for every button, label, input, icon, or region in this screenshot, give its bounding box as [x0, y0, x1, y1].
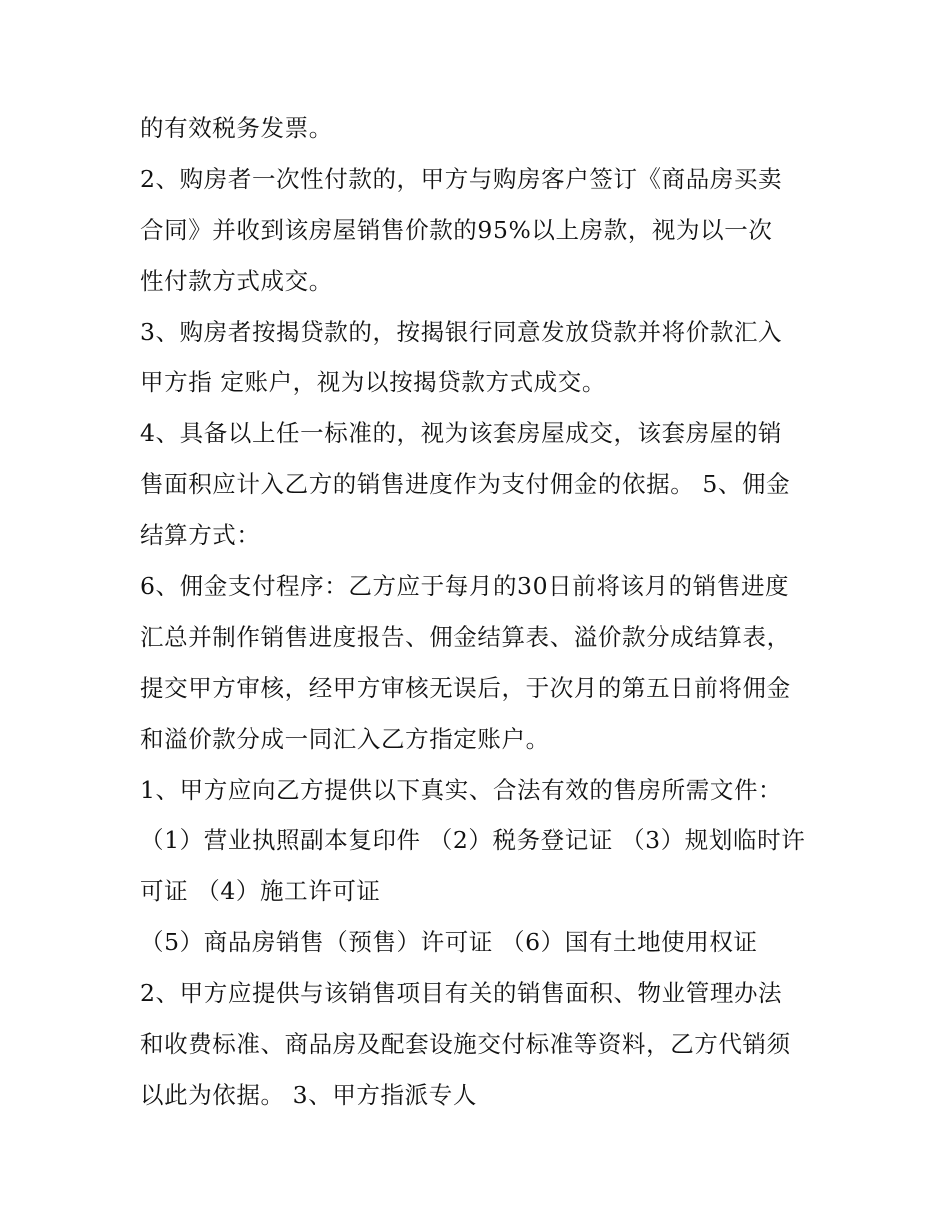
text-line: 3、购房者按揭贷款的，按揭银行同意发放贷款并将价款汇入 [140, 317, 783, 346]
text-line: （1）营业执照副本复印件 （2）税务登记证 （3）规划临时许 [140, 826, 806, 855]
text-line: 提交甲方审核，经甲方审核无误后，于次月的第五日前将佣金 [140, 673, 791, 702]
text-line: （5）商品房销售（预售）许可证 （6）国有土地使用权证 [140, 928, 758, 957]
text-line: 4、具备以上任一标准的，视为该套房屋成交，该套房屋的销 [140, 419, 783, 448]
text-line: 甲方指 定账户，视为以按揭贷款方式成交。 [140, 368, 606, 397]
text-line: 合同》并收到该房屋销售价款的95%以上房款，视为以一次 [140, 215, 773, 244]
text-line: 1、甲方应向乙方提供以下真实、合法有效的售房所需文件： [140, 775, 783, 804]
text-line: 和收费标准、商品房及配套设施交付标准等资料，乙方代销须 [140, 1030, 791, 1059]
text-line: 售面积应计入乙方的销售进度作为支付佣金的依据。 5、佣金 [140, 470, 791, 499]
text-line: 可证 （4）施工许可证 [140, 877, 381, 906]
text-line: 6、佣金支付程序：乙方应于每月的30日前将该月的销售进度 [140, 572, 790, 601]
text-line: 性付款方式成交。 [140, 266, 333, 295]
text-line: 2、购房者一次性付款的，甲方与购房客户签订《商品房买卖 [140, 164, 783, 193]
text-line: 的有效税务发票。 [140, 114, 333, 142]
document-body [140, 103, 820, 1121]
text-line: 结算方式： [140, 521, 261, 550]
text-line: 汇总并制作销售进度报告、佣金结算表、溢价款分成结算表， [140, 622, 791, 651]
text-line: 以此为依据。 3、甲方指派专人 [140, 1080, 477, 1109]
text-line: 2、甲方应提供与该销售项目有关的销售面积、物业管理办法 [140, 979, 783, 1008]
text-line: 和溢价款分成一同汇入乙方指定账户。 [140, 724, 550, 753]
